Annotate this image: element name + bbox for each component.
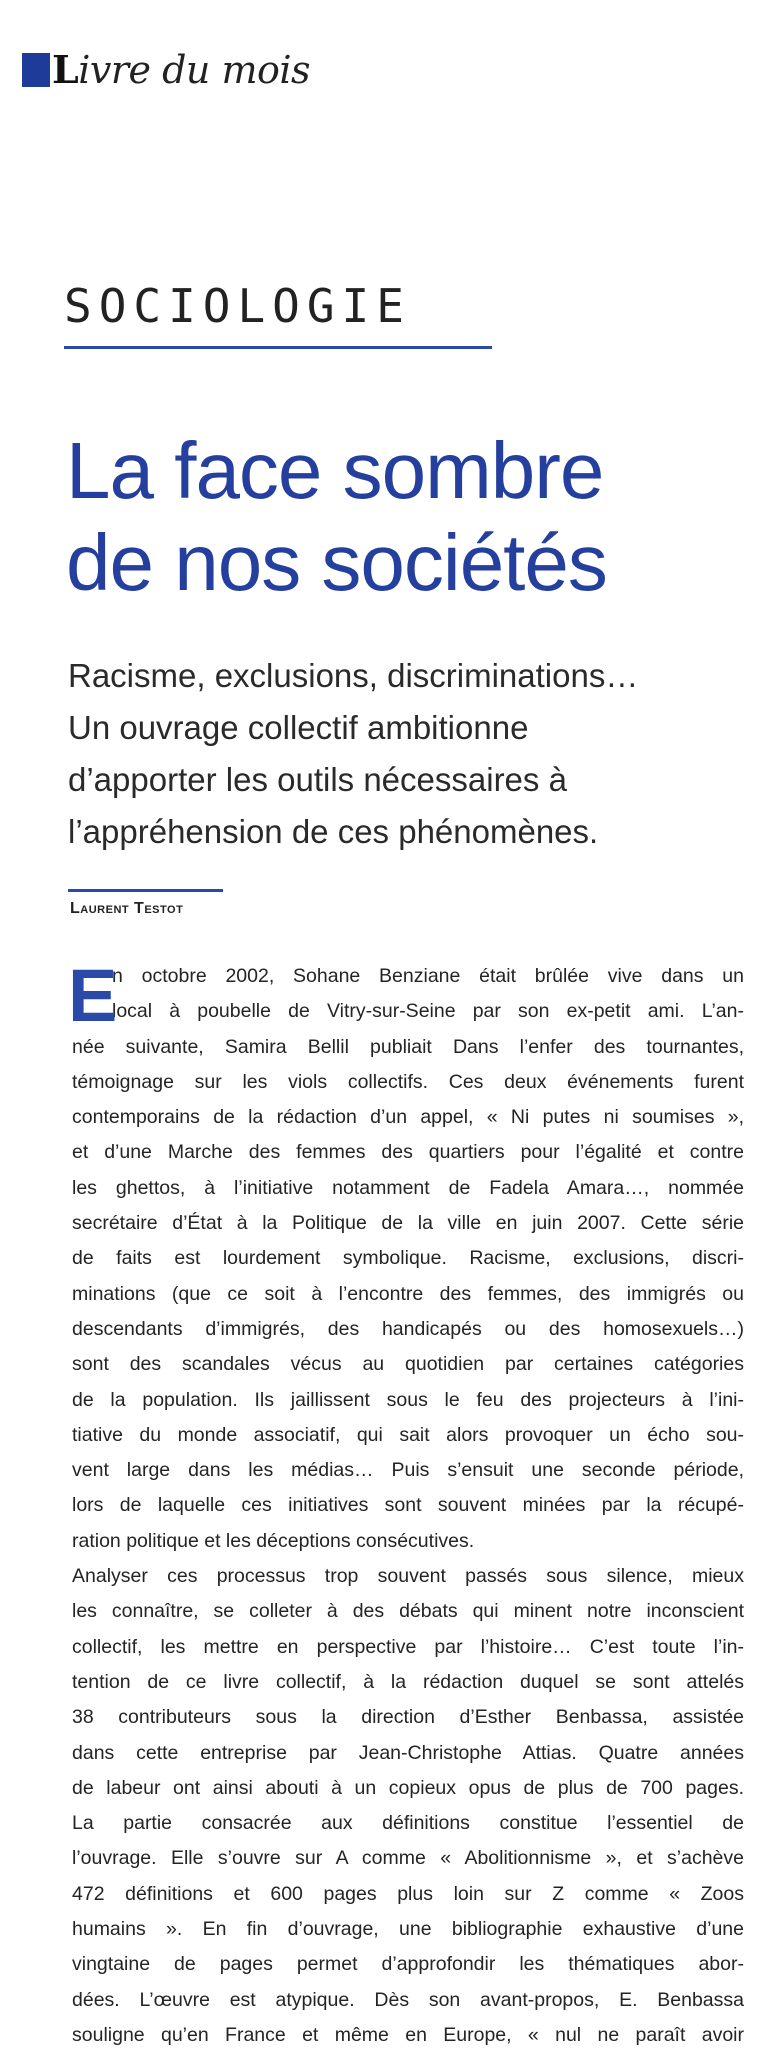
lede-line-3: d’apporter les outils nécessaires à — [68, 761, 567, 798]
article-line: local à poubelle de Vitry-sur-Seine par son ex-petit ami. L’an- — [112, 1000, 744, 1023]
article-line: collectif, les mettre en perspective par l’histoire… C’est toute l’in- — [72, 1635, 744, 1658]
article-line: de la population. Ils jaillissent sous le feu des projecteurs à l’ini- — [72, 1388, 744, 1411]
section-tag-first-letter: L — [52, 47, 79, 92]
section-tag-rest: ivre du mois — [78, 48, 311, 92]
article-line: de labeur ont ainsi abouti à un copieux opus de plus de 700 pages. — [72, 1776, 744, 1799]
headline — [66, 425, 756, 609]
article-line: les connaître, se colleter à des débats qui minent notre inconscient — [72, 1600, 744, 1623]
headline-line-2: de nos sociétés — [66, 518, 607, 607]
section-tag-text — [52, 46, 310, 94]
article-line: La partie consacrée aux définitions constitue l’essentiel de — [72, 1812, 744, 1835]
section-tag-square — [22, 53, 50, 87]
article-line: et d’une Marche des femmes des quartiers pour l’égalité et contre — [72, 1141, 744, 1164]
article-line: n octobre 2002, Sohane Benziane était brûlée vive dans un — [112, 965, 744, 987]
article-line: minations (que ce soit à l’encontre des femmes, des immigrés ou — [72, 1282, 744, 1305]
rubric-underline — [64, 346, 492, 349]
article-line: humains ». En fin d’ouvrage, une bibliographie exhaustive d’une — [72, 1918, 744, 1941]
article-line: Analyser ces processus trop souvent passés sous silence, mieux — [72, 1565, 744, 1588]
rubric-label: SOCIOLOGIE — [64, 279, 411, 333]
article-body — [68, 954, 744, 2053]
article-line: dées. L’œuvre est atypique. Dès son avant-propos, E. Benbassa — [72, 1988, 744, 2011]
section-tag — [22, 46, 310, 94]
article-line: lors de laquelle ces initiatives sont souvent minées par la récupé- — [72, 1494, 744, 1517]
headline-line-1: La face sombre — [66, 426, 604, 515]
article-line: descendants d’immigrés, des handicapés ou des homosexuels…) — [72, 1317, 744, 1340]
article-line: secrétaire d’État à la Politique de la ville en juin 2007. Cette série — [72, 1212, 744, 1235]
article-line: vingtaine de pages permet d’approfondir les thématiques abor- — [72, 1953, 744, 1976]
article-line: de faits est lourdement symbolique. Racisme, exclusions, discri- — [72, 1247, 744, 1270]
article-line: 472 définitions et 600 pages plus loin sur Z comme « Zoos — [72, 1882, 744, 1905]
article-line: sont des scandales vécus au quotidien par certaines catégories — [72, 1353, 744, 1376]
article-line: née suivante, Samira Bellil publiait Dans l’enfer des tournantes, — [72, 1035, 744, 1058]
lede-line-4: l’appréhension de ces phénomènes. — [68, 813, 599, 850]
article-line: tiative du monde associatif, qui sait alors provoquer un écho sou- — [72, 1423, 744, 1446]
article-line: tention de ce livre collectif, à la rédaction duquel se sont attelés — [72, 1670, 744, 1693]
article-line: l’ouvrage. Elle s’ouvre sur A comme « Abolitionnisme », et s’achève — [72, 1847, 744, 1870]
article-line: témoignage sur les viols collectifs. Ces deux événements furent — [72, 1070, 744, 1093]
lede-line-2: Un ouvrage collectif ambitionne — [68, 709, 529, 746]
article-line: 38 contributeurs sous la direction d’Esther Benbassa, assistée — [72, 1706, 744, 1729]
author-rule — [68, 889, 223, 892]
article-line: souligne qu’en France et même en Europe, « nul ne paraît avoir — [72, 2023, 744, 2046]
article-line: dans cette entreprise par Jean-Christophe Attias. Quatre années — [72, 1741, 744, 1764]
author-byline: Laurent Testot — [70, 900, 184, 917]
article-line: contemporains de la rédaction d’un appel, « Ni putes ni soumises », — [72, 1106, 744, 1129]
lede — [68, 650, 758, 858]
article-line: ration politique et les déceptions consécutives. — [72, 1529, 475, 1552]
article-line: les ghettos, à l’initiative notamment de Fadela Amara…, nommée — [72, 1176, 744, 1199]
article-line: vent large dans les médias… Puis s’ensuit une seconde période, — [72, 1459, 744, 1482]
dropcap: E — [68, 954, 118, 1037]
lede-line-1: Racisme, exclusions, discriminations… — [68, 657, 639, 694]
